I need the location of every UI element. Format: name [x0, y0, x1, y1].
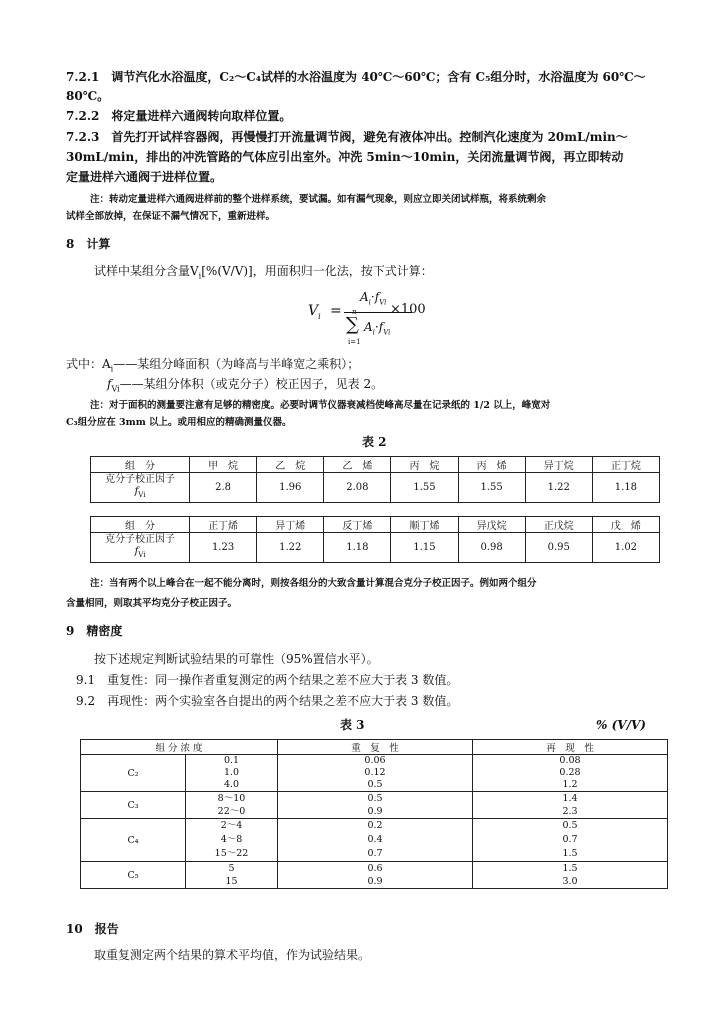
table-2b-cell: 1.22 [257, 533, 324, 563]
table-2-title: 表 2 [362, 435, 387, 449]
table-3-rep: 0.06 0.12 0.5 [278, 755, 473, 792]
table-2b-col: 异丁烯 [257, 517, 324, 533]
table-2b-header-row [91, 517, 660, 533]
table-2b-col: 反丁烯 [324, 517, 391, 533]
table-3-repro: 1.5 3.0 [473, 862, 668, 889]
table-3-rep: 0.6 0.9 [278, 862, 473, 889]
note-2-line2: C₃组分应在 3mm 以上。或用相应的精确测量仪器。 [66, 417, 292, 428]
table-3 [80, 739, 668, 889]
table-3-group-c2 [81, 755, 668, 792]
table-3-group-c3 [81, 792, 668, 819]
section-9-heading: 9 精密度 [66, 624, 123, 638]
table-3-header-row [81, 740, 668, 755]
table-2b-col: 异戊烷 [458, 517, 525, 533]
where-ai: 式中：$A_i——$某组分峰面积（为峰高与半峰宽之乘积）； [66, 357, 360, 374]
table-2b-cell: 1.18 [324, 533, 391, 563]
table-2a-col: 丙 烯 [458, 457, 525, 473]
table-2b-cell: 1.15 [391, 533, 458, 563]
table-2b-col: 正丁烯 [190, 517, 257, 533]
table-2b-cell: 0.98 [458, 533, 525, 563]
table-2a [90, 456, 660, 503]
note-3-line1: 注：当有两个以上峰合在一起不能分离时，则按各组分的大致含量计算混合克分子校正因子。例如两个组分 [90, 578, 537, 589]
table-3-rep: 0.5 0.9 [278, 792, 473, 819]
table-2a-cell: 1.55 [391, 473, 458, 503]
table-2a-cell: 1.55 [458, 473, 525, 503]
formula-sum-top: n [352, 308, 357, 316]
formula-sum-bottom: i=1 [348, 338, 361, 346]
table-2b-row-label: 克分子校正因子 $f_{Vi}$ [91, 533, 190, 563]
para-10: 取重复测定两个结果的算术平均值，作为试验结果。 [94, 948, 371, 962]
table-3-conc: 0.1 1.0 4.0 [186, 755, 278, 792]
section-8-heading: 8 计算 [66, 237, 111, 251]
table-3-repro: 0.5 0.7 1.5 [473, 819, 668, 862]
formula-denominator: $A_i\cdot f_{Vi}$ [364, 320, 391, 337]
formula-numerator: $A_i\cdot f_{Vi}$ [360, 290, 387, 307]
table-2a-cell: 2.8 [190, 473, 257, 503]
table-2a-cell: 1.22 [525, 473, 592, 503]
formula-times: ×100 [390, 302, 426, 317]
table-3-conc: 5 15 [186, 862, 278, 889]
table-3-repro: 0.08 0.28 1.2 [473, 755, 668, 792]
note-3-line2: 含量相同，则取其平均克分子校正因子。 [66, 598, 238, 609]
formula-sum-icon: ∑ [346, 314, 359, 335]
table-2a-col: 甲 烷 [190, 457, 257, 473]
table-2a-col: 丙 烷 [391, 457, 458, 473]
note-2-line1: 注：对于面积的测量要注意有足够的精密度。必要时调节仪器衰减档使峰高尽量在记录纸的 1/2 以上，峰宽对 [90, 400, 551, 411]
table-3-header-conc: 组 分 浓 度 [81, 740, 278, 755]
para-7-2-3-line2: 30mL/min，排出的冲洗管路的气体应引出室外。冲洗 5min～10min，关闭流量调节阀，再立即转动 [66, 150, 624, 164]
table-3-header-repro: 再 现 性 [473, 740, 668, 755]
section-10-heading: 10 报告 [66, 922, 119, 936]
table-3-repro: 1.4 2.3 [473, 792, 668, 819]
table-2b-value-row [91, 533, 660, 563]
para-7-2-1-line2: 80℃。 [66, 89, 110, 103]
where-fvi: $f_{Vi}——$某组分体积（或克分子）校正因子，见表 2。 [107, 377, 384, 394]
table-2a-col: 乙 烷 [257, 457, 324, 473]
table-2b-header-label: 组 分 [91, 517, 190, 533]
table-2a-cell: 1.96 [257, 473, 324, 503]
table-2b-col: 正戊烷 [525, 517, 592, 533]
table-2b [90, 516, 660, 563]
para-9-1: 9.1 重复性：同一操作者重复测定的两个结果之差不应大于表 3 数值。 [76, 673, 459, 687]
table-2b-col: 戊 烯 [592, 517, 659, 533]
table-2b-col: 顺丁烯 [391, 517, 458, 533]
table-2b-cell: 1.23 [190, 533, 257, 563]
table-3-comp: C₃ [81, 792, 186, 819]
table-2a-header-row [91, 457, 660, 473]
table-2a-col: 异丁烷 [525, 457, 592, 473]
table-3-group-c4 [81, 819, 668, 862]
table-2a-col: 正丁烷 [592, 457, 659, 473]
para-9: 按下述规定判断试验结果的可靠性（95%置信水平）。 [94, 652, 379, 666]
table-2b-cell: 0.95 [525, 533, 592, 563]
para-7-2-3-line3: 定量进样六通阀于进样位置。 [66, 170, 223, 184]
table-3-comp: C₄ [81, 819, 186, 862]
table-2a-header-label: 组 分 [91, 457, 190, 473]
table-2a-value-row [91, 473, 660, 503]
formula-eq: = [330, 303, 342, 319]
para-7-2-2: 7.2.2 将定量进样六通阀转向取样位置。 [66, 109, 292, 123]
table-3-rep: 0.2 0.4 0.7 [278, 819, 473, 862]
table-2b-cell: 1.02 [592, 533, 659, 563]
table-3-group-c5 [81, 862, 668, 889]
note-1-line1: 注：转动定量进样六通阀进样前的整个进样系统，要试漏。如有漏气现象，则应立即关闭试样瓶，将系统剩余 [90, 194, 547, 205]
table-3-conc: 2～4 4～8 15～22 [186, 819, 278, 862]
formula [308, 290, 458, 350]
table-3-title: 表 3 [340, 718, 365, 732]
table-3-conc: 8～10 22～0 [186, 792, 278, 819]
para-9-2: 9.2 再现性：两个实验室各自提出的两个结果之差不应大于表 3 数值。 [76, 694, 459, 708]
table-2a-col: 乙 烯 [324, 457, 391, 473]
table-3-unit: % (V/V) [596, 718, 646, 732]
table-3-header-rep: 重 复 性 [278, 740, 473, 755]
para-7-2-3-line1: 7.2.3 首先打开试样容器阀，再慢慢打开流量调节阀，避免有液体冲出。控制汽化速度为 20mL/min～ [66, 130, 628, 144]
para-7-2-1-line1: 7.2.1 调节汽化水浴温度，C₂～C₄试样的水浴温度为 40℃～60℃；含有 C₅组分时，水浴温度为 60℃～ [66, 70, 646, 84]
table-3-comp: C₂ [81, 755, 186, 792]
calc-intro: 试样中某组分含量$V_i[\%(V/V)]$，用面积归一化法，按下式计算： [94, 264, 433, 281]
table-2a-row-label: 克分子校正因子 $f_{Vi}$ [91, 473, 190, 503]
note-1-line2: 试样全部放掉，在保证不漏气情况下，重新进样。 [66, 211, 276, 222]
table-3-comp: C₅ [81, 862, 186, 889]
formula-lhs: $V_i$ [308, 303, 321, 321]
table-2a-cell: 2.08 [324, 473, 391, 503]
table-2a-cell: 1.18 [592, 473, 659, 503]
